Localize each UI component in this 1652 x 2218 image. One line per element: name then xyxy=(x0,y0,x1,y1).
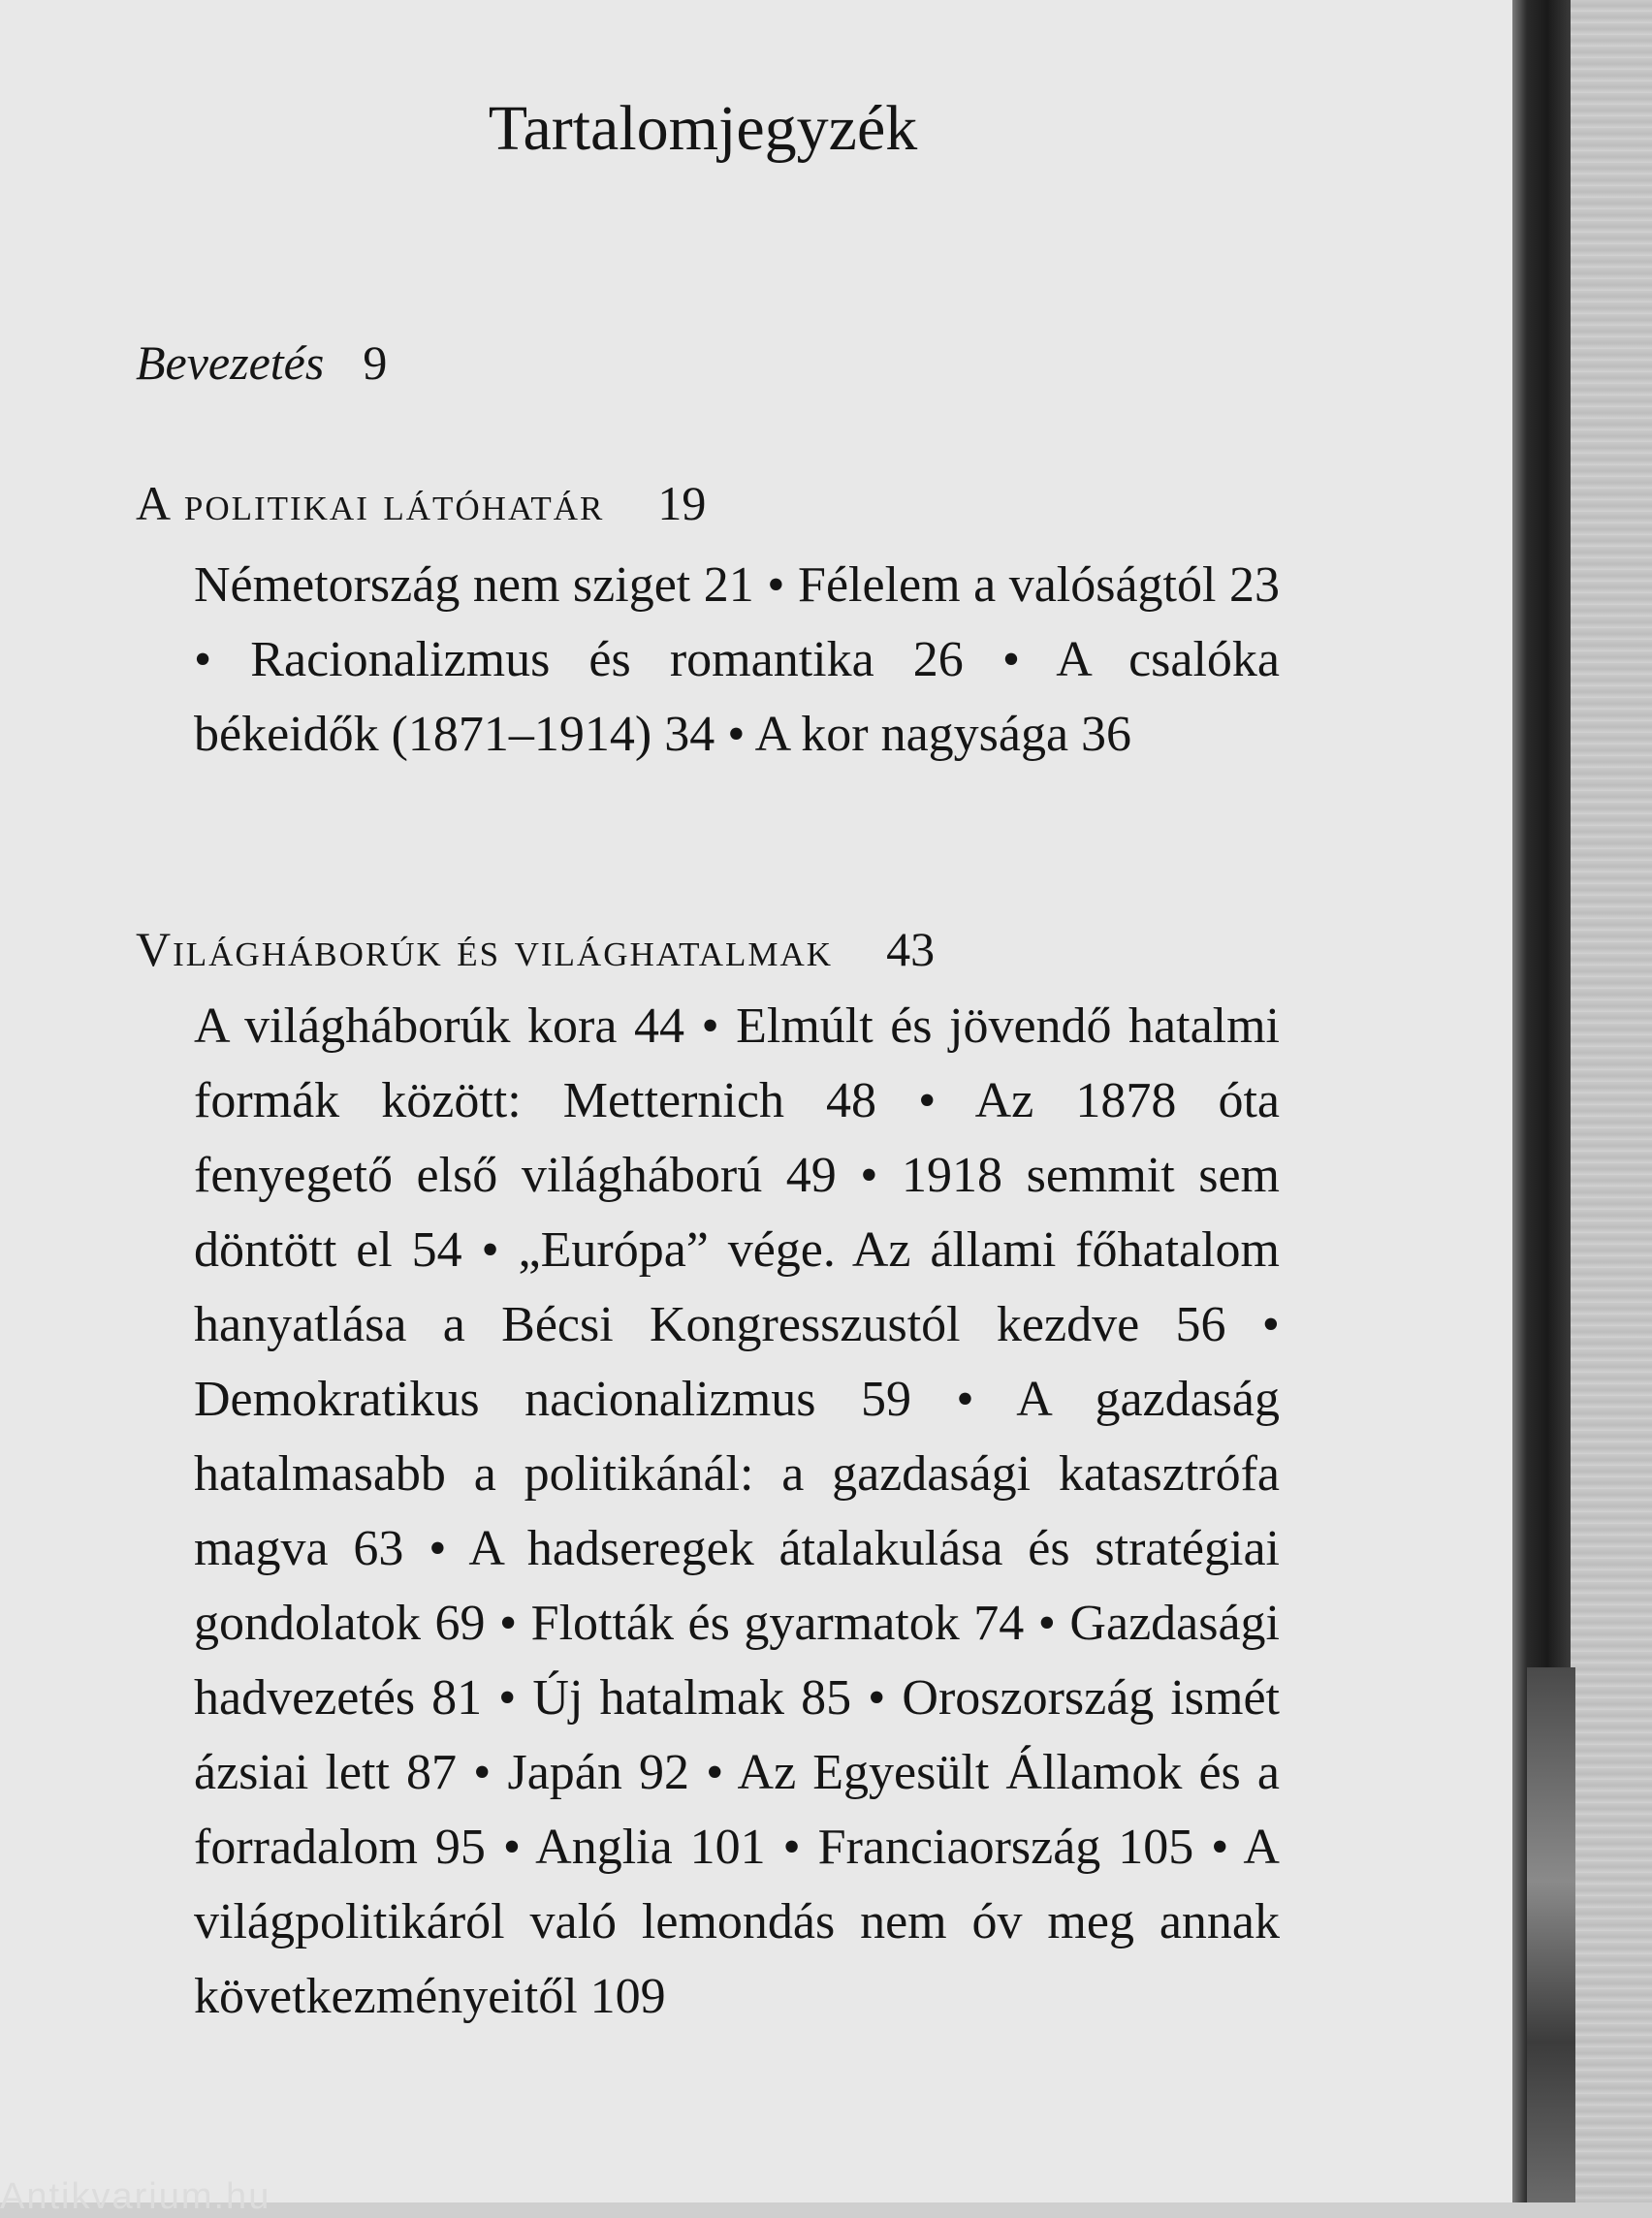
toc-section-heading xyxy=(136,475,706,531)
toc-section-heading xyxy=(136,921,935,977)
watermark-text: Antikvarium.hu xyxy=(0,2176,271,2217)
section-page: 19 xyxy=(657,476,707,530)
page-title: Tartalomjegyzék xyxy=(488,93,918,164)
toc-entry-intro xyxy=(136,334,387,391)
section-title: Világháborúk és világhatalmak xyxy=(136,922,834,976)
section-contents: Németország nem sziget 21 • Félelem a valóságtól 23 • Racionalizmus és romantika 26 • A csalóka békeidők (1871–1914) 34 • A kor nagysága 36 xyxy=(194,557,1280,762)
section-title: A politikai látóhatár xyxy=(136,476,605,530)
section-page: 43 xyxy=(886,922,936,976)
adjacent-page-photo xyxy=(1527,1667,1575,2202)
section-contents: A világháborúk kora 44 • Elmúlt és jövendő hatalmi formák között: Metternich 48 • Az 1878 óta fenyegető első világháború 49 • 1918 semmit sem döntött el 54 • „Európa” vége. Az állami főhatalom hanyatlása a Bécsi Kongresszustól kezdve 56 • Demokratikus nacionalizmus 59 • A gazdaság hatalmasabb a politikánál: a gazdasági katasztrófa magva 63 • A hadseregek átalakulása és stratégiai gondolatok 69 • Flották és gyarmatok 74 • Gazdasági hadvezetés 81 • Új hatalmak 85 • Oroszország ismét ázsiai lett 87 • Japán 92 • Az Egyesült Államok és a forradalom 95 • Anglia 101 • Franciaország 105 • A világpolitikáról való lemondás nem óv meg annak következményeitől 109 xyxy=(194,998,1280,2024)
toc-entry-page: 9 xyxy=(363,335,388,390)
background-surface xyxy=(1571,0,1652,2202)
toc-entry-label: Bevezetés xyxy=(136,335,325,390)
